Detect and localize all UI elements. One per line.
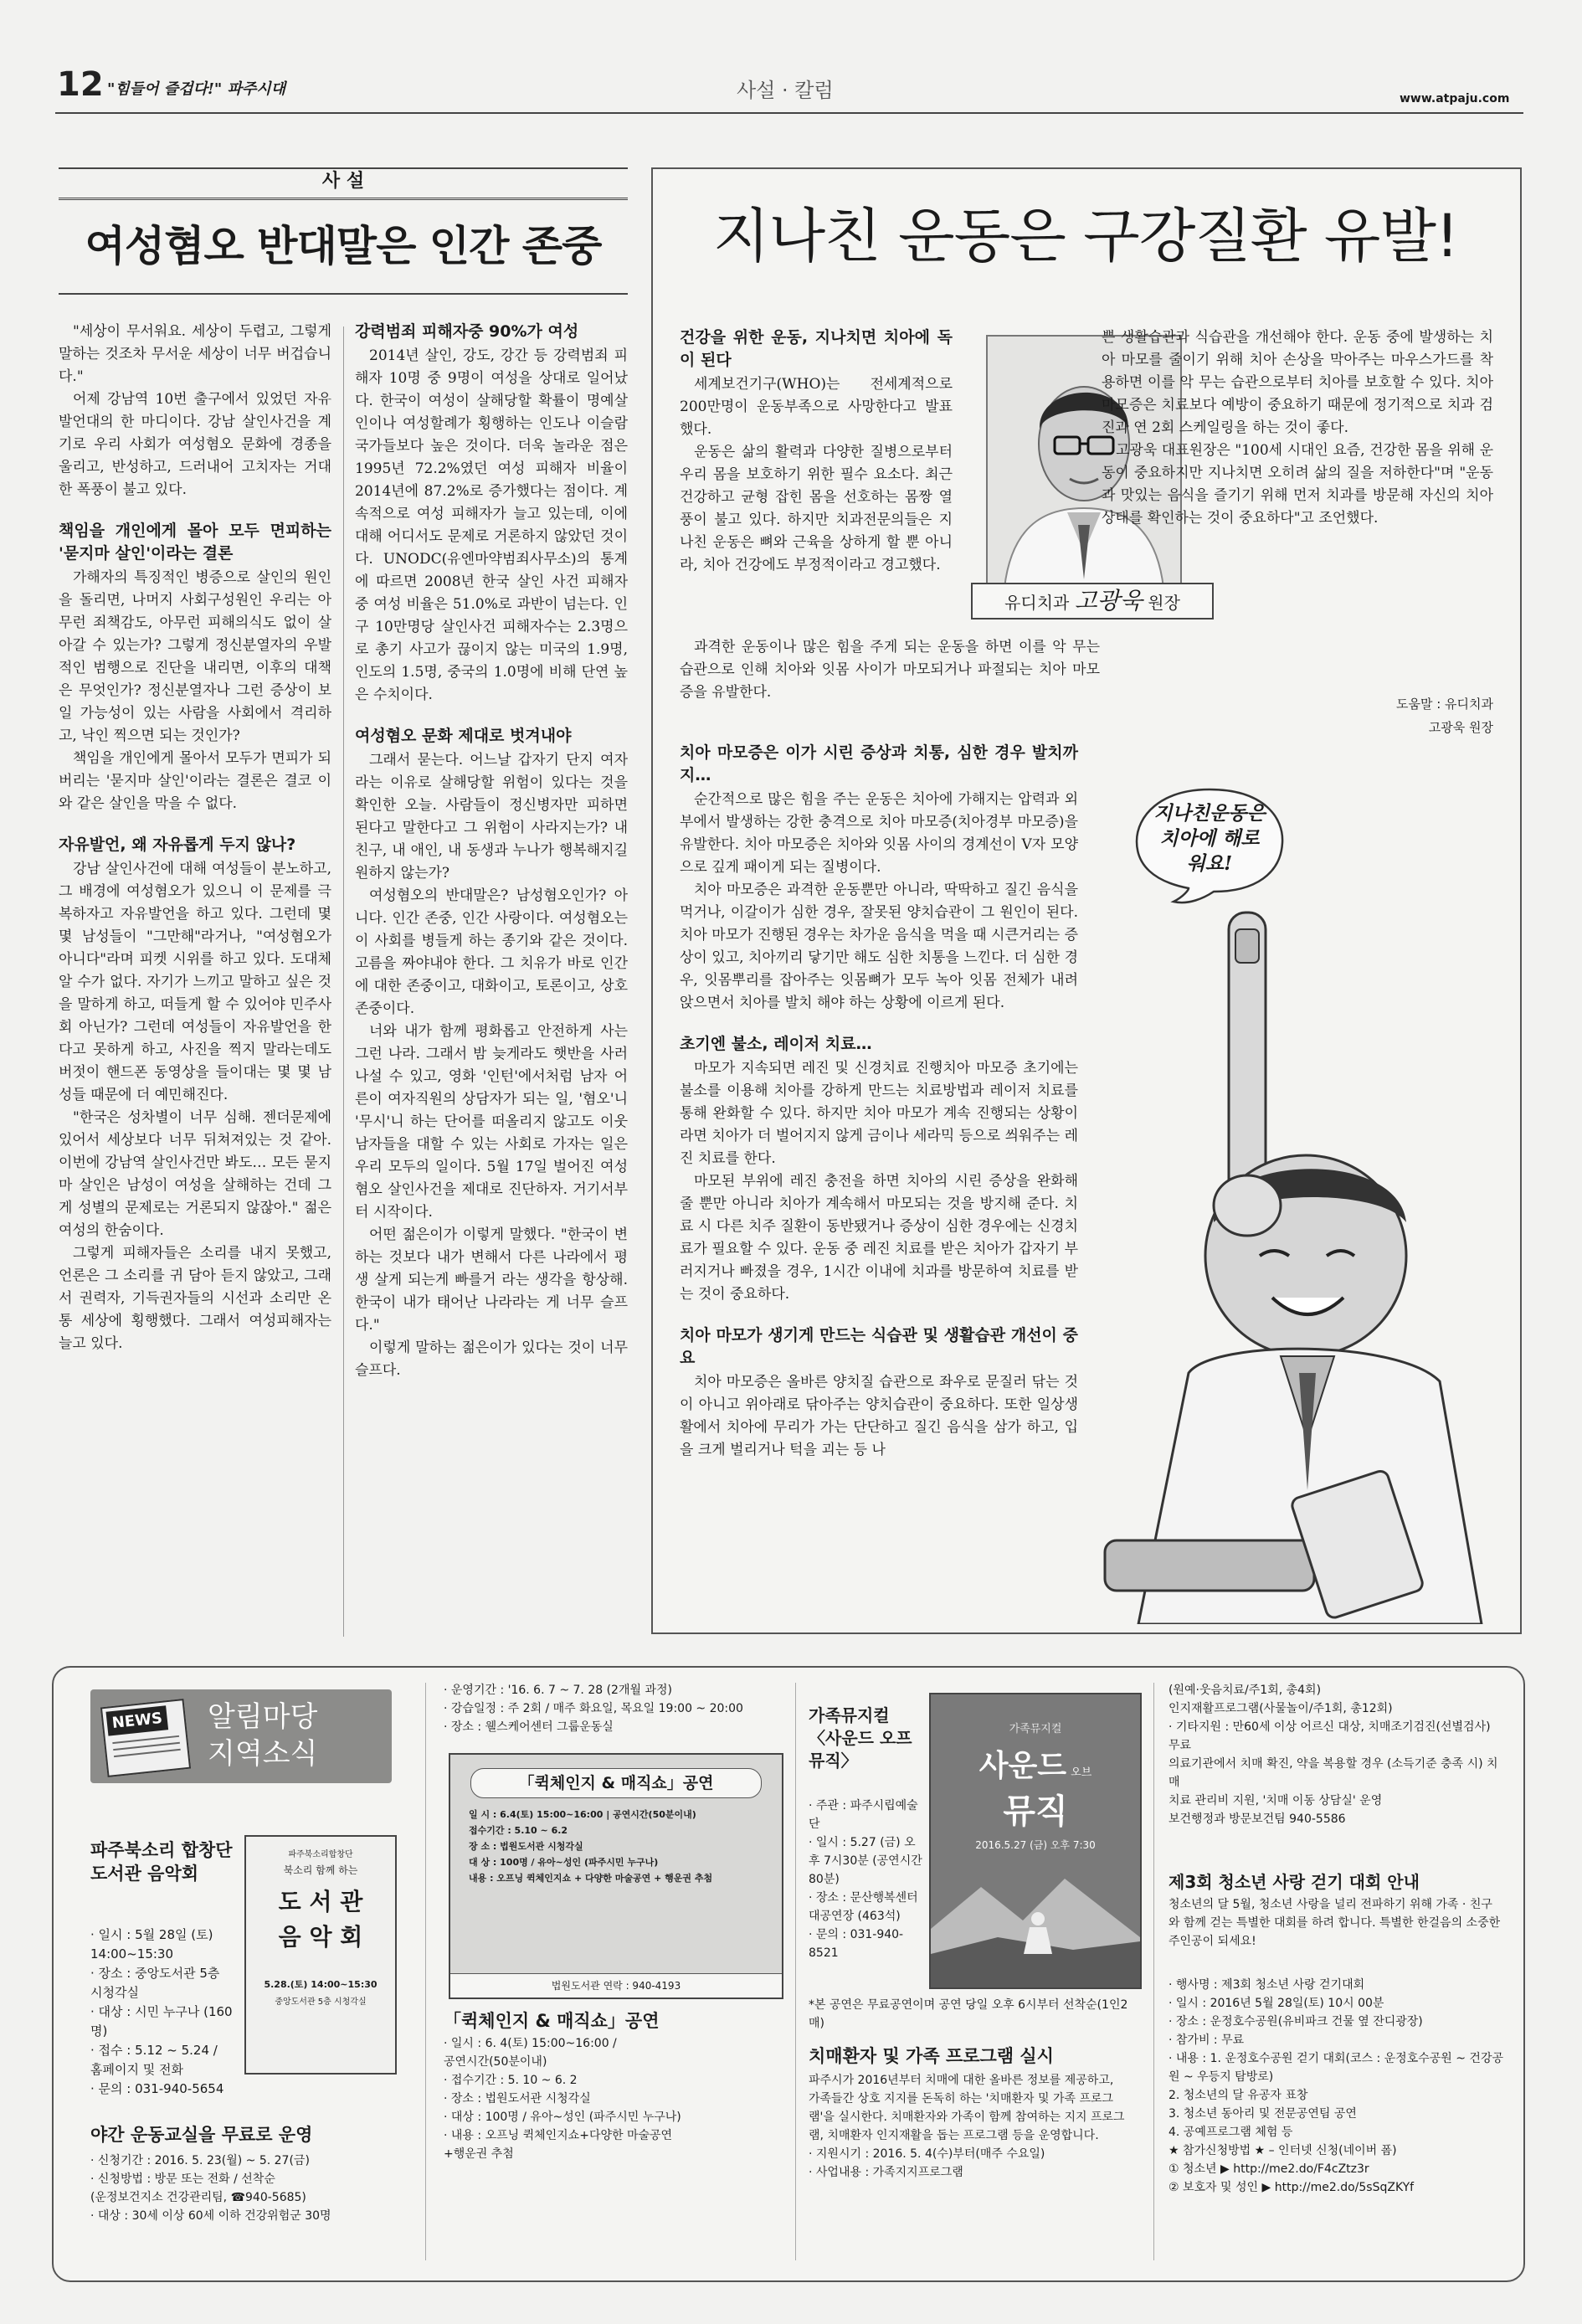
- detail-line: · 참가비 : 무료: [1169, 2034, 1245, 2047]
- poster1-big1: 도 서 관: [278, 1888, 363, 1915]
- paragraph: 고광욱 대표원장은 "100세 시대인 요즘, 건강한 몸을 위해 운동이 중요하지만 지나치면 오히려 삶의 질을 저하한다"며 "운동과 맛있는 음식을 즐기기 위해 먼저 치과를 방문해 자신의 치아상태를 확인하는 것이 중요하다"고 조언했다.: [1102, 442, 1493, 527]
- detail-line: 4. 공예프로그램 체험 등: [1169, 2126, 1293, 2139]
- paragraph: "세상이 무서워요. 세상이 두렵고, 그렇게 말하는 것조차 무서운 세상이 너무 버겁습니다.": [59, 323, 331, 385]
- detail-line: 파주시가 2016년부터 치매에 대한 올바른 정보를 제공하고, 가족들간 상호 지지를 돈독히 하는 '치매환자 및 가족 프로그램'을 실시한다. 치매환자와 가족이 함께 참여하는 지지 프로그램, 치매환자 인지재활을 돕는 프로그램 등을 운영합니다.: [809, 2074, 1125, 2142]
- detail-line: · 장소 : 운정호수공원(유비파크 건물 옆 잔디광장): [1169, 2015, 1423, 2028]
- site-url[interactable]: www.atpaju.com: [1400, 92, 1510, 105]
- notice-item6-intro: 청소년의 달 5월, 청소년 사랑을 널리 전파하기 위해 가족 · 친구와 함께 걷는 특별한 대회를 하려 합니다. 특별한 한걸음의 소중한 주인공이 되세요!: [1169, 1898, 1501, 1948]
- detail-line: (원예·웃음치료/주1회, 총4회): [1169, 1684, 1322, 1697]
- subheading: 자유발언, 왜 자유롭게 두지 않나?: [59, 836, 296, 854]
- detail-line: 2. 청소년의 달 유공자 표창: [1169, 2089, 1308, 2102]
- detail-line: (운정보건지소 건강관리팀, ☎940-5685): [90, 2191, 306, 2204]
- notice-divider-2: [795, 1683, 796, 2260]
- poster3-big2: 뮤직: [1003, 1792, 1068, 1831]
- caption-clinic: 유디치과: [1004, 593, 1070, 613]
- poster2-title: 「퀵체인지 & 매직쇼」공연: [470, 1768, 762, 1798]
- news-icon: [100, 1699, 191, 1777]
- paragraph: 강남 살인사건에 대해 여성들이 분노하고, 그 배경에 여성혐오가 있으니 이 문제를 극복하자고 자유발언을 하고 있다. 그런데 몇몇 남성들이 "그만해"라거나, "여성혐오가 아니다"라며 피켓 시위를 하고 있다. 도대체 알 수가 없다. 자기가 느끼고 말하고 싶은 것을 말하게 하고, 떠들게 할 수 있어야 민주사회 아닌가? 그런데 여성들이 자유발언을 한다고 못하게 하고, 사진을 찍지 말라는데도 버젓이 핸드폰 동영상을 들이대는 몇 몇 남성들 때문에 더 예민해진다.: [59, 861, 331, 1103]
- poster3-date: 2016.5.27 (금) 오후 7:30: [975, 1839, 1096, 1851]
- caption-name: 고광욱: [1074, 587, 1143, 614]
- detail-line: 치료 관리비 지원, '치매 이동 상담실' 운영: [1169, 1794, 1383, 1807]
- poster1-big2: 음 악 회: [278, 1923, 363, 1951]
- musical-poster: [929, 1693, 1142, 1989]
- notice-item4-details: [809, 1797, 922, 1962]
- detail-line: · 신청기간 : 2016. 5. 23(월) ~ 5. 27(금): [90, 2154, 310, 2167]
- detail-line: 3. 청소년 동아리 및 전문공연팀 공연: [1169, 2107, 1357, 2121]
- paragraph: 치아 마모증은 과격한 운동뿐만 아니라, 딱딱하고 질긴 음식을 먹거나, 이갈이가 심한 경우, 잘못된 양치습관이 그 원인이 된다. 치아 마모가 진행된 경우는 차가운 음식을 먹을 때 시큰거리는 증상이 있고, 치아끼리 닿기만 해도 심한 치통을 느낀다. 더 심한 경우, 잇몸뿌리를 잡아주는 잇몸뼈가 모두 녹아 잇몸 전체가 내려 앉으면서 치아를 발치 해야 하는 상황에 이르게 된다.: [680, 882, 1078, 1011]
- paragraph: 책임을 개인에게 몰아서 모두가 면피가 되버리는 '묻지마 살인'이라는 결론은 결코 이와 같은 살인을 막을 수 없다.: [59, 750, 331, 812]
- detail-line: · 신청방법 : 방문 또는 전화 / 선착순: [90, 2172, 275, 2186]
- poster1-place: 중앙도서관 5층 시청각실: [275, 1998, 367, 2007]
- notice-item5-details: [809, 2071, 1127, 2182]
- editorial-title-rule: [59, 293, 628, 295]
- caption-title: 원장: [1148, 593, 1180, 613]
- detail-line: · 행사명 : 제3회 청소년 사랑 걷기대회: [1169, 1978, 1365, 1992]
- detail-line: 보건행정과 방문보건팀 940-5586: [1169, 1812, 1346, 1826]
- library-concert-poster: [244, 1835, 397, 2075]
- detail-line: · 장소 : 법원도서관 시청각실: [444, 2092, 591, 2105]
- notice-item2-details: [90, 2152, 408, 2225]
- paragraph: 어제 강남역 10번 출구에서 있었던 자유발언대의 한 마디이다. 강남 살인사건을 계기로 우리 사회가 여성혐오 문화에 경종을 울리고, 반성하고, 드러내어 고치자는 거대한 폭풍이 불고 있다.: [59, 391, 331, 498]
- notice-item1-details: [90, 1926, 233, 2099]
- poster1-top: 파주북소리합창단: [288, 1850, 353, 1859]
- poster2-details: [469, 1807, 763, 1886]
- notice-item5-title: 치매환자 및 가족 프로그램 실시: [809, 2046, 1054, 2066]
- subheading: 강력범죄 피해자중 90%가 여성: [355, 322, 579, 341]
- detail-line: 일 시 : 6.4(토) 15:00~16:00 | 공연시간(50분이내): [469, 1809, 696, 1820]
- paragraph: 어떤 젊은이가 이렇게 말했다. "한국이 변하는 것보다 내가 변해서 다른 나라에서 평생 살게 되는게 빠를거 라는 생각을 항상해. 한국이 내가 태어난 나라라는 게 너무 슬프다.": [355, 1226, 628, 1334]
- poster1-sub: 북소리 함께 하는: [283, 1864, 358, 1876]
- paper-slogan: "힘들어 즐겁다!" 파주시대: [107, 80, 286, 98]
- detail-line: · 일시 : 5월 28일 (토) 14:00~15:30: [90, 1927, 213, 1962]
- detail-line: 의료기관에서 치매 확진, 약을 복용할 경우 (소득기준 충족 시) 치매: [1169, 1757, 1498, 1789]
- notice-item3-title: 「퀵체인지 & 매직쇼」공연: [444, 2011, 660, 2031]
- notice-item2-schedule: [444, 1681, 795, 1736]
- column-title: 지나친 운동은 구강질환 유발!: [712, 202, 1459, 270]
- section-title: 사설 · 칼럼: [737, 79, 834, 102]
- mountain-scene-icon: [931, 1862, 1140, 1987]
- photo-caption: [971, 583, 1214, 620]
- detail-line: ★ 참가신청방법 ★ – 인터넷 신청(네이버 폼): [1169, 2144, 1397, 2157]
- notice-item4-title: 가족뮤지컬 〈사운드 오프 뮤직〉: [809, 1705, 912, 1771]
- detail-line: 인지재활프로그램(사물놀이/주1회, 총12회): [1169, 1702, 1393, 1715]
- notice-divider-1: [425, 1683, 426, 2260]
- subheading: 치아 마모증은 이가 시린 증상과 치통, 심한 경우 발치까지…: [680, 743, 1078, 784]
- header-rule: [55, 112, 1523, 114]
- detail-line: · 사업내용 : 가족지지프로그램: [809, 2166, 963, 2179]
- detail-line: · 내용 : 오프닝 퀵체인지쇼+다양한 마술공연: [444, 2129, 673, 2142]
- paragraph: 가해자의 특징적인 병증으로 살인의 원인을 돌리면, 나머지 사회구성원인 우리는 아무런 죄책감도, 아무런 피해의식도 없이 살아갈 수 있는가? 그렇게 정신분열자의 우발적인 범행으로 진단을 내리면, 이후의 대책은 무엇인가? 정신분열자나 그런 증상이 보일 가능성이 있는 사람을 사회에서 격리하고, 낙인 찍으면 되는 것인가?: [59, 569, 331, 744]
- editorial-column-1: [59, 321, 331, 1355]
- notice-item6-details: [1169, 1976, 1503, 2197]
- detail-line: · 일시 : 6. 4(토) 15:00~16:00 /: [444, 2037, 617, 2050]
- paragraph: 너와 내가 함께 평화롭고 안전하게 사는 그런 나라. 그래서 밤 늦게라도 햇반을 사러 나설 수 있고, 영화 '인턴'에서처럼 남자 어른이 여자직원의 상담자가 되는 일, '혐오'니 '무시'니 하는 단어를 떠올리지 않고도 이웃 남자들을 대할 수 있는 사회로 가자는 일은 우리 모두의 일이다. 5월 17일 벌어진 여성혐오 살인사건을 제대로 진단하자. 거기서부터 시작이다.: [355, 1023, 628, 1221]
- detail-line: · 내용 : 1. 운정호수공원 걷기 대회(코스 : 운정호수공원 ~ 건강공원 ~ 우등지 탐방로): [1169, 2052, 1503, 2084]
- detail-line: · 장소 : 문산행복센터 대공연장 (463석): [809, 1891, 918, 1923]
- editorial-column-divider: [343, 326, 344, 1637]
- detail-line: · 대상 : 시민 누구나 (160명): [90, 2004, 233, 2039]
- detail-line: 대 상 : 100명 / 유아~성인 (파주시민 누구나): [469, 1857, 659, 1868]
- column-text-lower: [680, 742, 1078, 1462]
- paragraph: 쁜 생활습관과 식습관을 개선해야 한다. 운동 중에 발생하는 치아 마모를 줄이기 위해 치아 손상을 막아주는 마우스가드를 착용하면 이를 악 무는 습관으로부터 치아를 보호할 수 있다. 치아 마모증은 치료보다 예방이 중요하기 때문에 정기적으로 치과 검진과 연 2회 스케일링을 하는 것이 좋다.: [1102, 329, 1493, 436]
- detail-line: · 문의 : 031-940-8521: [809, 1928, 904, 1960]
- editorial-label-rule: [59, 198, 628, 200]
- subheading: 여성혐오 문화 제대로 벗겨내야: [355, 727, 572, 745]
- paragraph: 치아 마모증은 올바른 양치질 습관으로 좌우로 문질러 닦는 것이 아니고 위아래로 닦아주는 양치습관이 중요하다. 또한 일상생활에서 치아에 무리가 가는 단단하고 질긴 음식을 삼가 하고, 입을 크게 벌리거나 턱을 괴는 등 나: [680, 1374, 1078, 1458]
- notice-item6-title: 제3회 청소년 사랑 걷기 대회 안내: [1169, 1872, 1420, 1892]
- poster2-footer: 법원도서관 연락 : 940-4193: [450, 1973, 782, 1998]
- column-text-1: [680, 326, 953, 577]
- help-credit-2: 고광욱 원장: [1428, 720, 1493, 735]
- cartoon-illustration: [1088, 904, 1507, 1624]
- detail-line: · 장소 : 웰스케어센터 그룹운동실: [444, 1720, 614, 1734]
- detail-line: · 대상 : 30세 이상 60세 이하 건강위험군 30명: [90, 2209, 331, 2223]
- speech-bubble: [1130, 783, 1289, 908]
- notice-title-1: 알림마당: [208, 1700, 318, 1734]
- paragraph: 세계보건기구(WHO)는 전세계적으로 200만명이 운동부족으로 사망한다고 발표했다.: [680, 376, 953, 438]
- notice-item1-title: 파주북소리 합창단 도서관 음악회: [90, 1840, 233, 1884]
- paragraph: "한국은 성차별이 너무 심해. 젠더문제에 있어서 세상보다 너무 뒤쳐져있는 것 같아. 이번에 강남역 살인사건만 봐도… 모든 묻지마 살인은 남성이 여성을 살해하는 건데 그게 성별의 문제로는 거론되지 않잖아." 젊은 여성의 한숨이다.: [59, 1109, 331, 1239]
- subheading: 책임을 개인에게 몰아 모두 면피하는 '묻지마 살인'이라는 결론: [59, 522, 331, 563]
- detail-line[interactable]: ① 청소년 ▶ http://me2.do/F4cZtz3r: [1169, 2162, 1369, 2176]
- poster3-top: 가족뮤지컬: [1009, 1723, 1062, 1735]
- column-text-full: 과격한 운동이나 많은 힘을 주게 되는 운동을 하면 이를 악 무는 습관으로 인해 치아와 잇몸 사이가 마모되거나 파절되는 치아 마모증을 유발한다.: [680, 639, 1100, 701]
- notice-item3-details: [444, 2034, 795, 2163]
- paragraph: 그렇게 피해자들은 소리를 내지 못했고, 언론은 그 소리를 귀 담아 듣지 않았고, 그래서 권력자, 기득권자들의 시선과 소리만 온통 세상에 횡행했다. 그래서 여성피해자는 늘고 있다.: [59, 1245, 331, 1352]
- news-label: NEWS: [105, 1705, 168, 1735]
- detail-line: · 강습일정 : 주 2회 / 매주 화요일, 목요일 19:00 ~ 20:00: [444, 1702, 743, 1715]
- poster3-big1: 사운드: [978, 1748, 1067, 1783]
- detail-line: 공연시간(50분이내): [444, 2055, 547, 2069]
- paragraph: 2014년 살인, 강도, 강간 등 강력범죄 피해자 10명 중 9명이 여성을 상대로 일어났다. 한국이 여성이 살해당할 확률이 명예살인이나 여성할례가 횡행하는 인도나 이슬람 국가들보다 높은 것이다. 더욱 놀라운 점은 1995년 72.2%였던 여성 피해자 비율이 2014년에 87.2%로 증가했다는 점이다. 계속적으로 여성 피해자가 늘고 있는데, 이에 대해 어디서도 문제로 거론하지 않았던 것이다. UNODC(유엔마약범죄사무소)의 통계에 따르면 2008년 한국 살인 사건 피해자 중 여성 비율은 51.0%로 과반이 넘는다. 인구 10만명당 살인사건 피해자수는 2.3명으로 총기 사고가 끊이지 않는 미국의 1.9명, 인도의 1.5명, 중국의 1.0명에 비해 단연 높은 수치이다.: [355, 347, 628, 703]
- paragraph: 마모된 부위에 레진 충전을 하면 치아의 시린 증상을 완화해 줄 뿐만 아니라 치아가 계속해서 마모되는 것을 방지해 준다. 치료 시 다른 치주 질환이 동반됐거나 증상이 심한 경우에는 신경치료가 필요할 수 있다. 운동 중 레진 치료를 받은 치아가 갑자기 부러지거나 빠졌을 경우, 1시간 이내에 치과를 방문하여 치료를 받는 것이 중요하다.: [680, 1173, 1078, 1303]
- detail-line: 접수기간 : 5.10 ~ 6.2: [469, 1825, 568, 1836]
- dentist-with-toothbrush-icon: [1088, 904, 1507, 1624]
- detail-line: · 접수기간 : 5. 10 ~ 6. 2: [444, 2074, 578, 2087]
- editorial-title: 여성혐오 반대말은 인간 존중: [85, 222, 602, 270]
- subheading: 건강을 위한 운동, 지나치면 치아에 독이 된다: [680, 328, 953, 369]
- poster1-date: 5.28.(토) 14:00~15:30: [264, 1979, 378, 1990]
- notice-divider-3: [1153, 1683, 1154, 2260]
- notice-title-2: 지역소식: [208, 1737, 318, 1771]
- paragraph: 이렇게 말하는 젊은이가 있다는 것이 너무 슬프다.: [355, 1339, 628, 1379]
- paragraph: 마모가 지속되면 레진 및 신경치료 진행치아 마모증 초기에는 불소를 이용해 치아를 강하게 만드는 치료방법과 레이저 치료를 통해 완화할 수 있다. 하지만 치아 마모가 계속 진행되는 상황이라면 치아가 더 벌어지지 않게 금이나 세라믹 등으로 씌워주는 레진 치료를 한다.: [680, 1060, 1078, 1167]
- detail-line: · 주관 : 파주시립예술단: [809, 1799, 918, 1831]
- detail-line: · 운영기간 : '16. 6. 7 ~ 7. 28 (2개월 과정): [444, 1684, 672, 1697]
- magic-show-poster: [449, 1753, 783, 1999]
- editorial-column-2: [355, 321, 628, 1382]
- detail-line: +행운권 추첨: [444, 2147, 514, 2161]
- column-text-2: [1102, 326, 1493, 530]
- notice-item5-continued: [1169, 1681, 1503, 1828]
- detail-line: · 문의 : 031-940-5654: [90, 2081, 224, 2096]
- notice-item4-note: *본 공연은 무료공연이며 공연 당일 오후 6시부터 선착순(1인2매): [809, 1998, 1128, 2030]
- page-number: 12: [57, 65, 104, 104]
- subheading: 치아 마모가 생기게 만드는 식습관 및 생활습관 개선이 중요: [680, 1326, 1078, 1367]
- paragraph: 운동은 삶의 활력과 다양한 질병으로부터 우리 몸을 보호하기 위한 필수 요소다. 최근 건강하고 균형 잡힌 몸을 선호하는 몸짱 열풍이 불고 있다. 하지만 치과전문의들은 지나친 운동은 뼈와 근육을 상하게 할 뿐 아니라, 치아 건강에도 부정적이라고 경고했다.: [680, 444, 953, 573]
- help-credit-1: 도움말 : 유디치과: [1395, 697, 1493, 712]
- detail-line[interactable]: ② 보호자 및 성인 ▶ http://me2.do/5sSqZKYf: [1169, 2181, 1415, 2194]
- editorial-label: 사 설: [321, 171, 365, 192]
- detail-line: · 기타지원 : 만60세 이상 어르신 대상, 치매조기검진(선별검사) 무료: [1169, 1720, 1491, 1752]
- subheading: 초기엔 불소, 레이저 치료…: [680, 1035, 872, 1053]
- speech-bubble-text: 지나친운동은 치아에 해로워요!: [1153, 802, 1266, 875]
- poster3-small: 오브: [1071, 1766, 1092, 1779]
- detail-line: · 지원시기 : 2016. 5. 4(수)부터(매주 수요일): [809, 2147, 1045, 2161]
- detail-line: · 장소 : 중앙도서관 5층 시청각실: [90, 1966, 220, 2000]
- paragraph: 여성혐오의 반대말은? 남성혐오인가? 아니다. 인간 존중, 인간 사랑이다. 여성혐오는 이 사회를 병들게 하는 종기와 같은 것이다. 고름을 짜야내야 한다. 그 치유가 바로 인간에 대한 존중이고, 대화이고, 토론이고, 상호존중이다.: [355, 887, 628, 1017]
- detail-line: · 일시 : 2016년 5월 28일(토) 10시 00분: [1169, 1997, 1384, 2010]
- paragraph: 순간적으로 많은 힘을 주는 운동은 치아에 가해지는 압력과 외부에서 발생하는 강한 충격으로 치아 마모증(치아경부 마모증)을 유발한다. 치아 마모증은 치아와 잇몸 사이의 경계선이 V자 모양으로 깊게 패이게 되는 질병이다.: [680, 791, 1078, 876]
- detail-line: · 접수 : 5.12 ~ 5.24 / 홈페이지 및 전화: [90, 2043, 218, 2077]
- detail-line: 내용 : 오프닝 퀵체인지쇼 + 다양한 마술공연 + 행운권 추첨: [469, 1873, 713, 1884]
- notice-item2-title: 야간 운동교실을 무료로 운영: [90, 2125, 313, 2145]
- paragraph: 그래서 묻는다. 어느날 갑자기 단지 여자라는 이유로 살해당할 위험이 있다는 것을 확인한 오늘. 사람들이 정신병자만 피하면 된다고 말한다고 그 위험이 사라지는가? 내 친구, 내 애인, 내 동생과 누나가 행복해지길 원하지 않는가?: [355, 752, 628, 882]
- detail-line: · 일시 : 5.27 (금) 오후 7시30분 (공연시간 80분): [809, 1836, 922, 1886]
- detail-line: 장 소 : 법원도서관 시청각실: [469, 1841, 583, 1852]
- detail-line: · 대상 : 100명 / 유아~성인 (파주시민 누구나): [444, 2111, 681, 2124]
